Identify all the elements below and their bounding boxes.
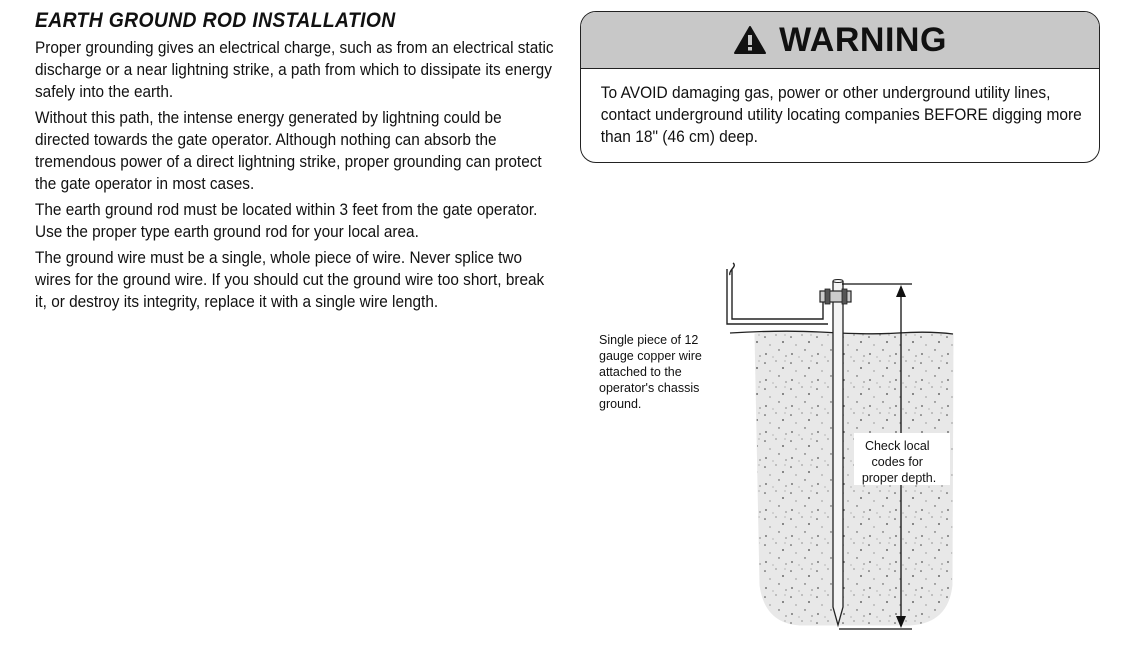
wire-label-line: attached to the — [599, 365, 682, 379]
paragraph-grounding-purpose: Proper grounding gives an electrical charge, such as from an electrical static discharge or a near lightning strike, a path from which to dissipate its energy safely into the earth. — [35, 39, 554, 101]
wire-label-line: gauge copper wire — [599, 349, 702, 363]
wire-label — [599, 333, 705, 411]
paragraph-rod-location: The earth ground rod must be located within 3 feet from the gate operator. Use the proper type earth ground rod for your local area. — [35, 201, 538, 241]
ground-rod — [833, 280, 843, 626]
ground-rod-diagram — [580, 255, 980, 655]
depth-label — [862, 439, 936, 485]
warning-box — [580, 11, 1100, 163]
paragraph-ground-wire: The ground wire must be a single, whole piece of wire. Never splice two wires for the ground wire. If you should cut the ground wire too short, break it, or destroy its integrity, replace it with a single wire length. — [35, 249, 545, 311]
ground-rod-clamp — [820, 289, 851, 304]
ground-wire — [730, 263, 828, 319]
warning-triangle-icon — [733, 25, 767, 55]
warning-header — [581, 12, 1099, 69]
wire-label-line: operator's chassis — [599, 381, 700, 395]
wire-label-line: Single piece of 12 — [599, 333, 699, 347]
depth-label-line: proper depth. — [861, 471, 937, 485]
wire-label-line: ground. — [599, 397, 642, 411]
paragraph-lightning-energy: Without this path, the intense energy generated by lightning could be directed towards the gate operator. Although nothing can absorb the tremendous power of a direct lightning strike, proper grounding can protect the gate operator in most cases. — [35, 109, 542, 193]
warning-text: To AVOID damaging gas, power or other underground utility lines, contact underground utility locating companies BEFORE digging more than 18" (46 cm) deep. — [600, 84, 1082, 146]
depth-label-line: Check local — [864, 439, 930, 453]
warning-title: WARNING — [779, 20, 947, 59]
section-heading: EARTH GROUND ROD INSTALLATION — [35, 9, 396, 32]
depth-label-line: codes for — [871, 455, 923, 469]
ground-rod-instructions — [35, 9, 560, 317]
